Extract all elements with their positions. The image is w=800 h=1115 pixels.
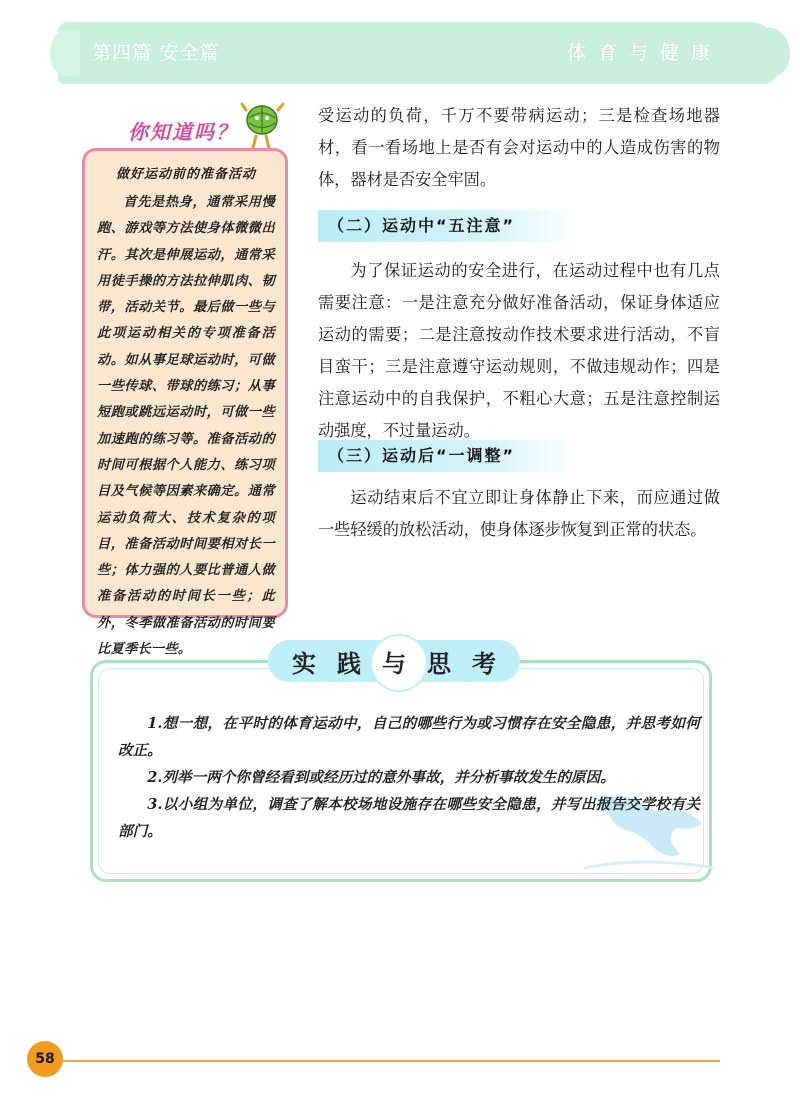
practice-title-char: 与 xyxy=(382,648,406,678)
section3-heading: （三）运动后“一调整” xyxy=(318,440,578,472)
footer-rule xyxy=(60,1060,720,1062)
book-title: 体育与健康 xyxy=(566,42,722,64)
practice-item: 1.想一想，在平时的体育运动中，自己的哪些行为或习惯存在安全隐患，并思考如何改正。 xyxy=(118,715,700,759)
did-you-know-body: 首先是热身，通常采用慢跑、游戏等方法使身体微微出汗。其次是伸展运动，通常采用徒手操的方法拉伸肌肉、韧带，活动关节。最后做一些与此项运动相关的专项准备活动。如从事足球运动时，可做一些传球、带球的练习；从事短跑或跳远运动时，可做一些加速跑的练习等。准备活动的时间可根据个人能力、练习项目及气候等因素来确定。通常运动负荷大、技术复杂的项目，准备活动时间要相对长一些；体力强的人要比普通人做准备活动的时间长一些；此外，冬季做准备活动的时间要比夏季长一些。 xyxy=(97,195,275,658)
practice-item: 3.以小组为单位，调查了解本校场地设施存在哪些安全隐患，并写出报告交学校有关部门。 xyxy=(118,796,700,840)
did-you-know-title: 做好运动前的准备活动 xyxy=(115,167,256,182)
intro-paragraph: 受运动的负荷，千万不要带病运动；三是检查场地器材，看一看场地上是否有会对运动中的人造成伤害的物体，器材是否安全牢固。 xyxy=(318,106,720,189)
section2-heading: （二）运动中“五注意” xyxy=(318,210,578,242)
did-you-know-heading: 你知道吗？ xyxy=(128,120,238,144)
intro-block xyxy=(318,100,720,196)
practice-item: 2.列举一两个你曾经看到或经历过的意外事故，并分析事故发生的原因。 xyxy=(147,769,615,786)
practice-title xyxy=(268,640,520,682)
did-you-know-box xyxy=(82,148,288,658)
section3-block xyxy=(318,482,720,546)
practice-title-char: 思 xyxy=(427,648,451,678)
page-number: 58 xyxy=(27,1041,63,1077)
section3-paragraph: 运动结束后不宜立即让身体静止下来，而应通过做一些轻缓的放松活动，使身体逐步恢复到正常的状态。 xyxy=(318,488,720,539)
section-title: 第四篇 安全篇 xyxy=(92,42,220,64)
section2-block xyxy=(318,255,720,447)
practice-items xyxy=(118,710,700,845)
section2-paragraph: 为了保证运动的安全进行，在运动过程中也有几点需要注意：一是注意充分做好准备活动，保证身体适应运动的需要；二是注意按动作技术要求进行活动，不盲目蛮干；三是注意遵守运动规则，不做违规动作；四是注意运动中的自我保护，不粗心大意；五是注意控制运动强度，不过量运动。 xyxy=(318,261,720,440)
practice-title-char: 践 xyxy=(337,648,361,678)
practice-title-char: 考 xyxy=(472,648,496,678)
practice-title-char: 实 xyxy=(292,648,316,678)
